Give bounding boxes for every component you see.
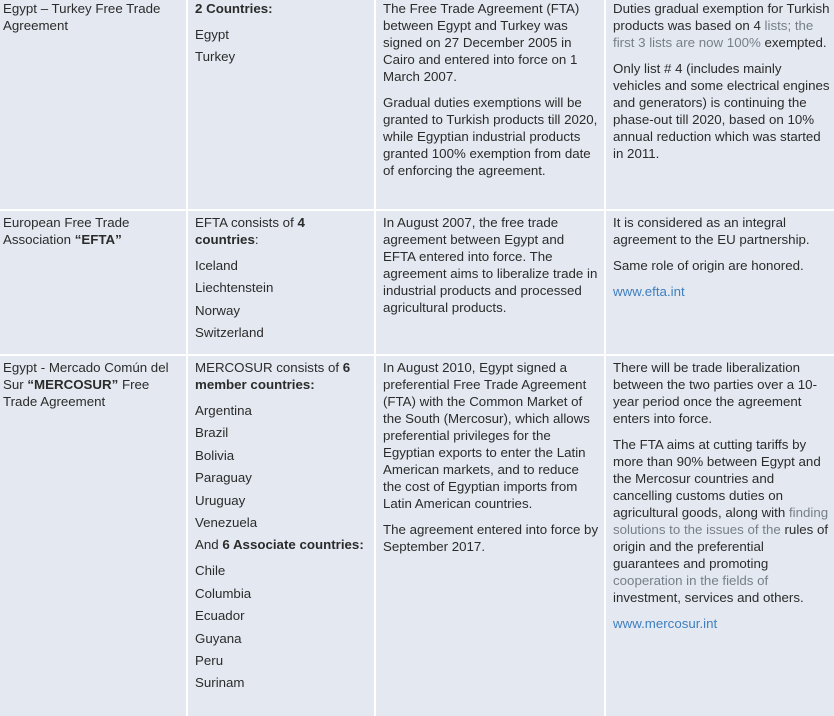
countries-heading [195,359,370,393]
efta-website-link[interactable]: www.efta.int [613,284,685,299]
country-item: Uruguay [195,492,246,508]
row-divider [0,209,834,211]
country-item: Norway [195,302,241,318]
description-cell [376,356,604,716]
notes-text: The FTA aims at cutting tariffs by more than 90% between Egypt and the Mercosur countries and cancelling customs duties on agricultural goods, along with [613,437,821,520]
notes-cell [606,0,834,209]
notes-text: exempted. [764,35,827,50]
country-item: Liechtenstein [195,280,274,296]
mercosur-website-link[interactable]: www.mercosur.int [613,616,718,631]
countries-heading-text: EFTA consists of [195,215,298,230]
notes-paragraph: Same role of origin are honored. [613,258,804,273]
agreement-abbrev: “MERCOSUR” [27,377,119,392]
country-item: Egypt [195,27,230,42]
notes-paragraph: There will be trade liberalization between the two parties over a 10-year period once the agreement enters into force. [613,360,818,426]
associates-count: 6 Associate countries: [222,537,364,553]
countries-heading: 2 Countries: [195,1,273,16]
notes-text: cooperation in the fields of [613,573,769,588]
description-paragraph: The agreement entered into force by September 2017. [383,522,599,554]
notes-text: Duties gradual exemption for Turkish products was based on 4 [613,1,830,33]
notes-text: rules of origin and the preferential guarantees and promoting [613,522,829,571]
description-paragraph: In August 2007, the free trade agreement between Egypt and EFTA entered into force. The agreement aims to liberalize trade in industrial products and processed agricultural products. [383,215,598,315]
notes-paragraph [613,436,830,606]
countries-heading-text: MERCOSUR consists of [195,360,343,375]
associates-heading [195,536,370,553]
country-item: Brazil [195,425,229,441]
agreement-name: Egypt – Turkey Free Trade Agreement [3,1,161,33]
country-item: Iceland [195,258,238,273]
countries-cell [188,211,374,354]
agreement-name-suffix: Free Trade Agreement [3,377,150,409]
agreement-name-text: European Free Trade Association [3,215,130,247]
country-item: Argentina [195,403,252,418]
notes-paragraph [613,0,830,51]
associate-country-item: Chile [195,563,226,579]
associate-country-item: Ecuador [195,608,245,624]
description-paragraph: The Free Trade Agreement (FTA) between Egypt and Turkey was signed on 27 December 2005 in Cairo and entered into force on 1 March 2007. [383,1,580,84]
agreement-name [3,214,182,248]
notes-cell [606,211,834,354]
country-item: Paraguay [195,470,252,486]
associate-country-item: Peru [195,652,224,668]
column-divider [374,0,376,716]
column-divider [604,0,606,716]
notes-paragraph: Only list # 4 (includes mainly vehicles and some electrical engines and generators) is continuing the phase-out till 2020, based on 10% annual reduction which was started in 2011. [613,61,830,161]
notes-cell [606,356,834,716]
agreement-name [3,359,182,410]
countries-cell [188,356,374,716]
countries-cell [188,0,374,209]
row-divider [0,354,834,356]
country-item: Venezuela [195,514,258,530]
notes-text: investment, services and others. [613,590,804,605]
table-row [0,211,834,354]
associate-country-item: Guyana [195,630,242,646]
description-cell [376,211,604,354]
description-cell [376,0,604,209]
agreement-name-cell [0,356,186,716]
table-row [0,0,834,209]
column-divider [186,0,188,716]
associates-heading-text: And [195,537,223,553]
agreement-abbrev: “EFTA” [74,232,122,247]
countries-count: 4 countries [195,215,305,247]
agreement-name-cell [0,0,186,209]
associate-country-item: Surinam [195,675,245,691]
associate-country-item: Columbia [195,585,252,601]
countries-heading-colon: : [254,232,259,247]
agreement-name-text: Egypt - Mercado Común del Sur [3,360,169,392]
countries-heading [195,214,370,248]
description-paragraph: Gradual duties exemptions will be granted to Turkish products till 2020, while Egyptian industrial products granted 100% exemption from date of enforcing the agreement. [383,95,598,178]
notes-paragraph: It is considered as an integral agreement to the EU partnership. [613,215,810,247]
notes-text: finding solutions to the issues of the [613,505,829,537]
country-item: Turkey [195,49,236,65]
notes-text: lists; the first 3 lists are now 100% [613,18,814,50]
countries-count: 6 member countries: [195,360,351,392]
table-row [0,356,834,716]
country-item: Switzerland [195,325,264,341]
agreement-name-cell [0,211,186,354]
description-paragraph: In August 2010, Egypt signed a preferential Free Trade Agreement (FTA) with the Common Market of the South (Mercosur), which allows preferential privileges for the Egyptian exports to enter the Latin American markets, and to reduce the cost of Egyptian imports from Latin American countries. [383,360,590,511]
country-item: Bolivia [195,447,235,463]
